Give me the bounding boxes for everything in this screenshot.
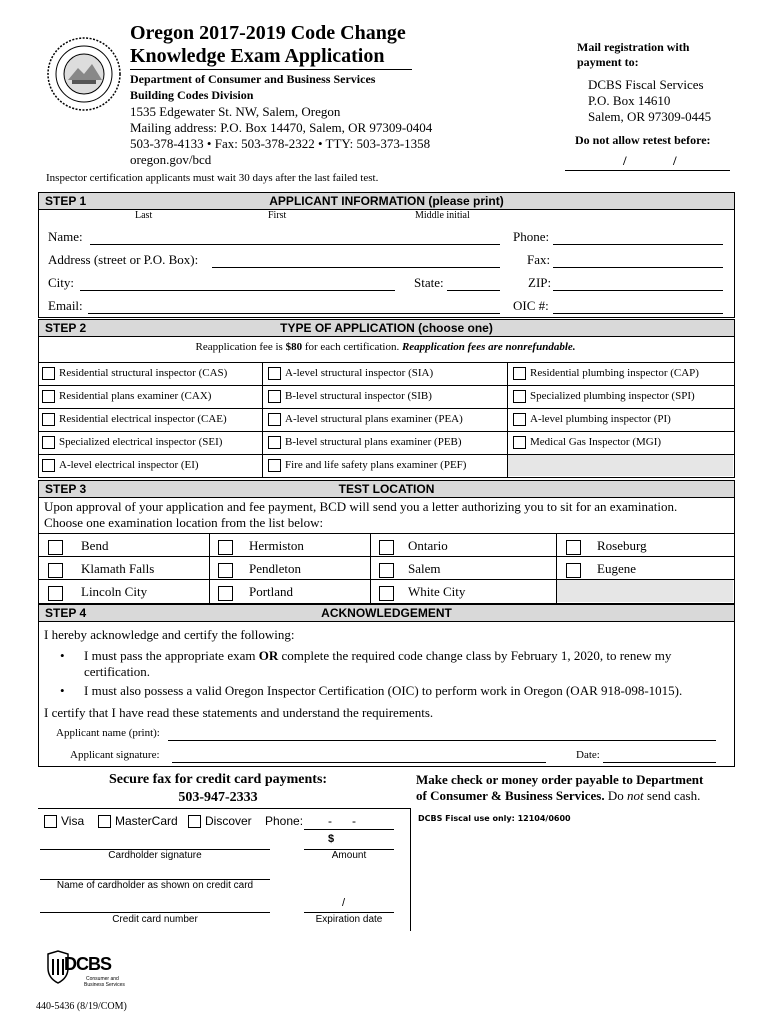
ack-bullet1	[84, 648, 671, 664]
location-salem[interactable]	[379, 561, 441, 578]
dcbs-logo	[46, 950, 126, 992]
option-label: Residential electrical inspector (CAE)	[59, 413, 227, 426]
card-phone-dashes: - -	[328, 814, 356, 828]
amount-label: Amount	[331, 850, 367, 861]
location-label: Pendleton	[249, 561, 301, 576]
cardholder-name-label: Name of cardholder as shown on credit card	[56, 880, 254, 891]
location-label: Roseburg	[597, 538, 647, 553]
mail-address-line1: DCBS Fiscal Services	[588, 77, 704, 92]
wait-note: Inspector certification applicants must wait 30 days after the last failed test.	[46, 172, 379, 184]
location-label: Portland	[249, 584, 294, 599]
card-phone-field[interactable]	[304, 829, 394, 830]
fee-amount: $80	[285, 341, 303, 353]
fee-note-pre: Reapplication fee is	[195, 341, 286, 353]
option-spi[interactable]	[513, 390, 695, 403]
col-last: Last	[135, 210, 153, 221]
date-label: Date:	[576, 749, 600, 761]
logo-subtext-1: Consumer and	[86, 976, 119, 982]
applicant-name-field[interactable]	[168, 740, 716, 741]
option-pi[interactable]	[513, 413, 671, 426]
applicant-signature-field[interactable]	[172, 762, 546, 763]
step3-label: STEP 3	[45, 482, 87, 496]
fiscal-use-note: DCBS Fiscal use only: 12104/0600	[418, 814, 571, 823]
mastercard-option[interactable]	[98, 814, 178, 828]
checkbox-icon[interactable]	[218, 563, 233, 578]
form-number: 440-5436 (8/19/COM)	[36, 1001, 127, 1012]
retest-slash-2: /	[673, 153, 677, 168]
phone-numbers: 503-378-4133 • Fax: 503-378-2322 • TTY: 503-373-1358	[130, 136, 431, 151]
fax-title: Secure fax for credit card payments:	[108, 772, 328, 787]
location-label: Ontario	[408, 538, 448, 553]
fee-note	[38, 341, 733, 353]
ack-bullet1-pre: I must pass the appropriate exam	[84, 648, 259, 663]
step2-label: STEP 2	[45, 321, 87, 335]
step1-label: STEP 1	[45, 194, 87, 208]
location-label: Hermiston	[249, 538, 304, 553]
checkbox-icon[interactable]	[379, 586, 394, 601]
fax-number: 503-947-2333	[178, 790, 258, 805]
step1-header	[38, 192, 735, 210]
check-do: Do	[604, 788, 628, 803]
expiration-field[interactable]	[304, 912, 394, 913]
option-ei[interactable]	[42, 459, 199, 472]
visa-option[interactable]	[44, 814, 84, 828]
checkbox-icon[interactable]	[566, 540, 581, 555]
name-label: Name:	[48, 229, 83, 244]
title-underline	[130, 69, 412, 70]
option-cap[interactable]	[513, 367, 699, 380]
oic-label: OIC #:	[513, 298, 549, 313]
logo-subtext-2: Business Services	[84, 982, 125, 988]
option-label: Medical Gas Inspector (MGI)	[530, 436, 662, 449]
option-label: Residential plans examiner (CAX)	[59, 390, 212, 403]
test-location-text1: Upon approval of your application and fee payment, BCD will send you a letter authorizing you to sit for an examination.	[44, 499, 678, 514]
option-label: A-level structural plans examiner (PEA)	[285, 413, 463, 426]
checkbox-icon[interactable]	[513, 367, 526, 380]
mailing-address: Mailing address: P.O. Box 14470, Salem, OR 97309-0404	[130, 120, 433, 135]
location-label: Lincoln City	[81, 584, 148, 599]
phone-label: Phone:	[513, 229, 550, 244]
option-cas[interactable]	[42, 367, 227, 380]
mail-registration-label-2: payment to:	[577, 55, 639, 69]
checkbox-icon[interactable]	[513, 436, 526, 449]
option-sia[interactable]	[268, 367, 433, 380]
option-sei[interactable]	[42, 436, 222, 449]
location-pendleton[interactable]	[218, 561, 301, 578]
mail-registration-label: Mail registration with	[577, 40, 690, 54]
check-payable-line1: Make check or money order payable to Department	[416, 772, 704, 787]
discover-label: Discover	[205, 814, 252, 828]
test-location-text2: Choose one examination location from the list below:	[44, 515, 324, 530]
state-label: State:	[414, 275, 444, 290]
option-label: Fire and life safety plans examiner (PEF)	[285, 459, 467, 472]
checkbox-icon[interactable]	[379, 563, 394, 578]
step2-title: TYPE OF APPLICATION (choose one)	[280, 321, 493, 335]
step3-header	[38, 480, 735, 498]
location-lincoln-city[interactable]	[48, 584, 147, 601]
option-label: B-level structural plans examiner (PEB)	[285, 436, 462, 449]
fee-note-bold: Reapplication fees are nonrefundable.	[401, 341, 576, 353]
location-label: Salem	[408, 561, 441, 576]
retest-date-field[interactable]	[565, 154, 730, 171]
address-label: Address (street or P.O. Box):	[48, 252, 199, 267]
website: oregon.gov/bcd	[130, 152, 212, 167]
checkbox-icon[interactable]	[42, 390, 55, 403]
ack-certify: I certify that I have read these statements and understand the requirements.	[44, 705, 434, 720]
ack-bullet1-cont: certification.	[84, 664, 151, 679]
checkbox-icon[interactable]	[48, 540, 63, 555]
option-cae[interactable]	[42, 413, 227, 426]
card-number-field[interactable]	[40, 912, 270, 913]
checkbox-icon[interactable]	[42, 413, 55, 426]
option-label: A-level electrical inspector (EI)	[59, 459, 199, 472]
form-title-line1: Oregon 2017-2019 Code Change	[130, 22, 406, 44]
checkbox-icon[interactable]	[188, 815, 201, 828]
checkbox-icon[interactable]	[42, 459, 55, 472]
location-white-city[interactable]	[379, 584, 465, 601]
col-first: First	[268, 210, 287, 221]
name-field[interactable]	[90, 244, 500, 245]
checkbox-icon[interactable]	[42, 436, 55, 449]
retest-slash-1: /	[623, 153, 627, 168]
location-label: Eugene	[597, 561, 636, 576]
empty-shaded-cell	[508, 455, 733, 476]
step2-header	[38, 319, 735, 337]
option-label: A-level structural inspector (SIA)	[285, 367, 434, 380]
mail-address-line2: P.O. Box 14610	[588, 93, 671, 108]
empty-shaded-cell	[557, 580, 733, 602]
location-bend[interactable]	[48, 538, 108, 555]
card-number-label: Credit card number	[112, 914, 198, 925]
email-field[interactable]	[88, 313, 500, 314]
option-pea[interactable]	[268, 413, 463, 426]
step3-title: TEST LOCATION	[338, 482, 435, 496]
option-cax[interactable]	[42, 390, 211, 403]
checkbox-icon[interactable]	[268, 413, 281, 426]
location-eugene[interactable]	[566, 561, 636, 578]
checkbox-icon[interactable]	[98, 815, 111, 828]
step4-title: ACKNOWLEDGEMENT	[321, 606, 452, 620]
check-payable-line2	[416, 788, 700, 804]
date-field[interactable]	[603, 762, 716, 763]
checkbox-icon[interactable]	[218, 586, 233, 601]
form-title-line2: Knowledge Exam Application	[130, 45, 385, 67]
location-klamath-falls[interactable]	[48, 561, 154, 578]
checkbox-icon[interactable]	[48, 563, 63, 578]
logo-text: DCBS	[64, 954, 112, 974]
checkbox-icon[interactable]	[268, 367, 281, 380]
location-hermiston[interactable]	[218, 538, 304, 555]
mastercard-label: MasterCard	[115, 814, 178, 828]
fax-label: Fax:	[527, 252, 551, 267]
ack-bullet1-bold: OR	[258, 648, 279, 663]
fee-note-mid: for each certification.	[302, 341, 402, 353]
option-peb[interactable]	[268, 436, 462, 449]
cardholder-signature-label: Cardholder signature	[108, 850, 202, 861]
checkbox-icon[interactable]	[48, 586, 63, 601]
email-label: Email:	[48, 298, 83, 313]
city-label: City:	[48, 275, 75, 290]
location-roseburg[interactable]	[566, 538, 647, 555]
check-payable-dept: of Consumer & Business Services.	[416, 788, 605, 803]
visa-label: Visa	[61, 814, 85, 828]
check-not: not	[627, 788, 644, 803]
zip-field[interactable]	[553, 290, 723, 291]
oic-field[interactable]	[553, 313, 723, 314]
applicant-name-label: Applicant name (print):	[56, 727, 160, 739]
option-label: B-level structural inspector (SIB)	[285, 390, 432, 403]
location-portland[interactable]	[218, 584, 293, 601]
option-mgi[interactable]	[513, 436, 661, 449]
fax-field[interactable]	[553, 267, 723, 268]
state-seal	[46, 36, 122, 112]
checkbox-icon[interactable]	[379, 540, 394, 555]
checkbox-icon[interactable]	[268, 459, 281, 472]
street-address: 1535 Edgewater St. NW, Salem, Oregon	[130, 104, 341, 119]
location-label: White City	[408, 584, 466, 599]
location-label: Klamath Falls	[81, 561, 155, 576]
checkbox-icon[interactable]	[42, 367, 55, 380]
option-label: A-level plumbing inspector (PI)	[530, 413, 671, 426]
location-label: Bend	[81, 538, 109, 553]
expiration-slash: /	[342, 897, 346, 909]
department-name: Department of Consumer and Business Services	[130, 72, 376, 86]
option-label: Residential plumbing inspector (CAP)	[530, 367, 699, 380]
zip-label: ZIP:	[528, 275, 552, 290]
step1-title: APPLICANT INFORMATION (please print)	[269, 194, 504, 208]
city-field[interactable]	[80, 290, 395, 291]
checkbox-icon[interactable]	[268, 390, 281, 403]
checkbox-icon[interactable]	[44, 815, 57, 828]
ack-intro: I hereby acknowledge and certify the following:	[44, 627, 295, 642]
checkbox-icon[interactable]	[513, 390, 526, 403]
retest-label: Do not allow retest before:	[575, 133, 711, 147]
step4-header	[38, 604, 735, 622]
bullet-icon: •	[60, 648, 65, 663]
option-label: Specialized plumbing inspector (SPI)	[530, 390, 695, 403]
state-field[interactable]	[447, 290, 500, 291]
option-pef[interactable]	[268, 459, 466, 472]
col-middle: Middle initial	[415, 210, 470, 221]
ack-bullet2: I must also possess a valid Oregon Inspector Certification (OIC) to perform work in Oregon (OAR 918-098-1015).	[84, 683, 683, 698]
discover-option[interactable]	[188, 814, 252, 828]
expiration-label: Expiration date	[315, 914, 383, 925]
checkbox-icon[interactable]	[218, 540, 233, 555]
division-name: Building Codes Division	[130, 88, 254, 102]
amount-dollar: $	[328, 833, 335, 845]
card-phone-label: Phone:	[265, 814, 304, 828]
location-ontario[interactable]	[379, 538, 448, 555]
address-field[interactable]	[212, 267, 500, 268]
ack-bullet1-post: complete the required code change class by February 1, 2020, to renew my	[278, 648, 672, 663]
option-label: Specialized electrical inspector (SEI)	[59, 436, 223, 449]
checkbox-icon[interactable]	[513, 413, 526, 426]
option-sib[interactable]	[268, 390, 432, 403]
checkbox-icon[interactable]	[566, 563, 581, 578]
option-label: Residential structural inspector (CAS)	[59, 367, 228, 380]
check-end: send cash.	[643, 788, 701, 803]
applicant-signature-label: Applicant signature:	[70, 749, 160, 761]
mail-address-line3: Salem, OR 97309-0445	[588, 109, 712, 124]
phone-field[interactable]	[553, 244, 723, 245]
step4-label: STEP 4	[45, 606, 87, 620]
bullet-icon: •	[60, 683, 65, 698]
checkbox-icon[interactable]	[268, 436, 281, 449]
